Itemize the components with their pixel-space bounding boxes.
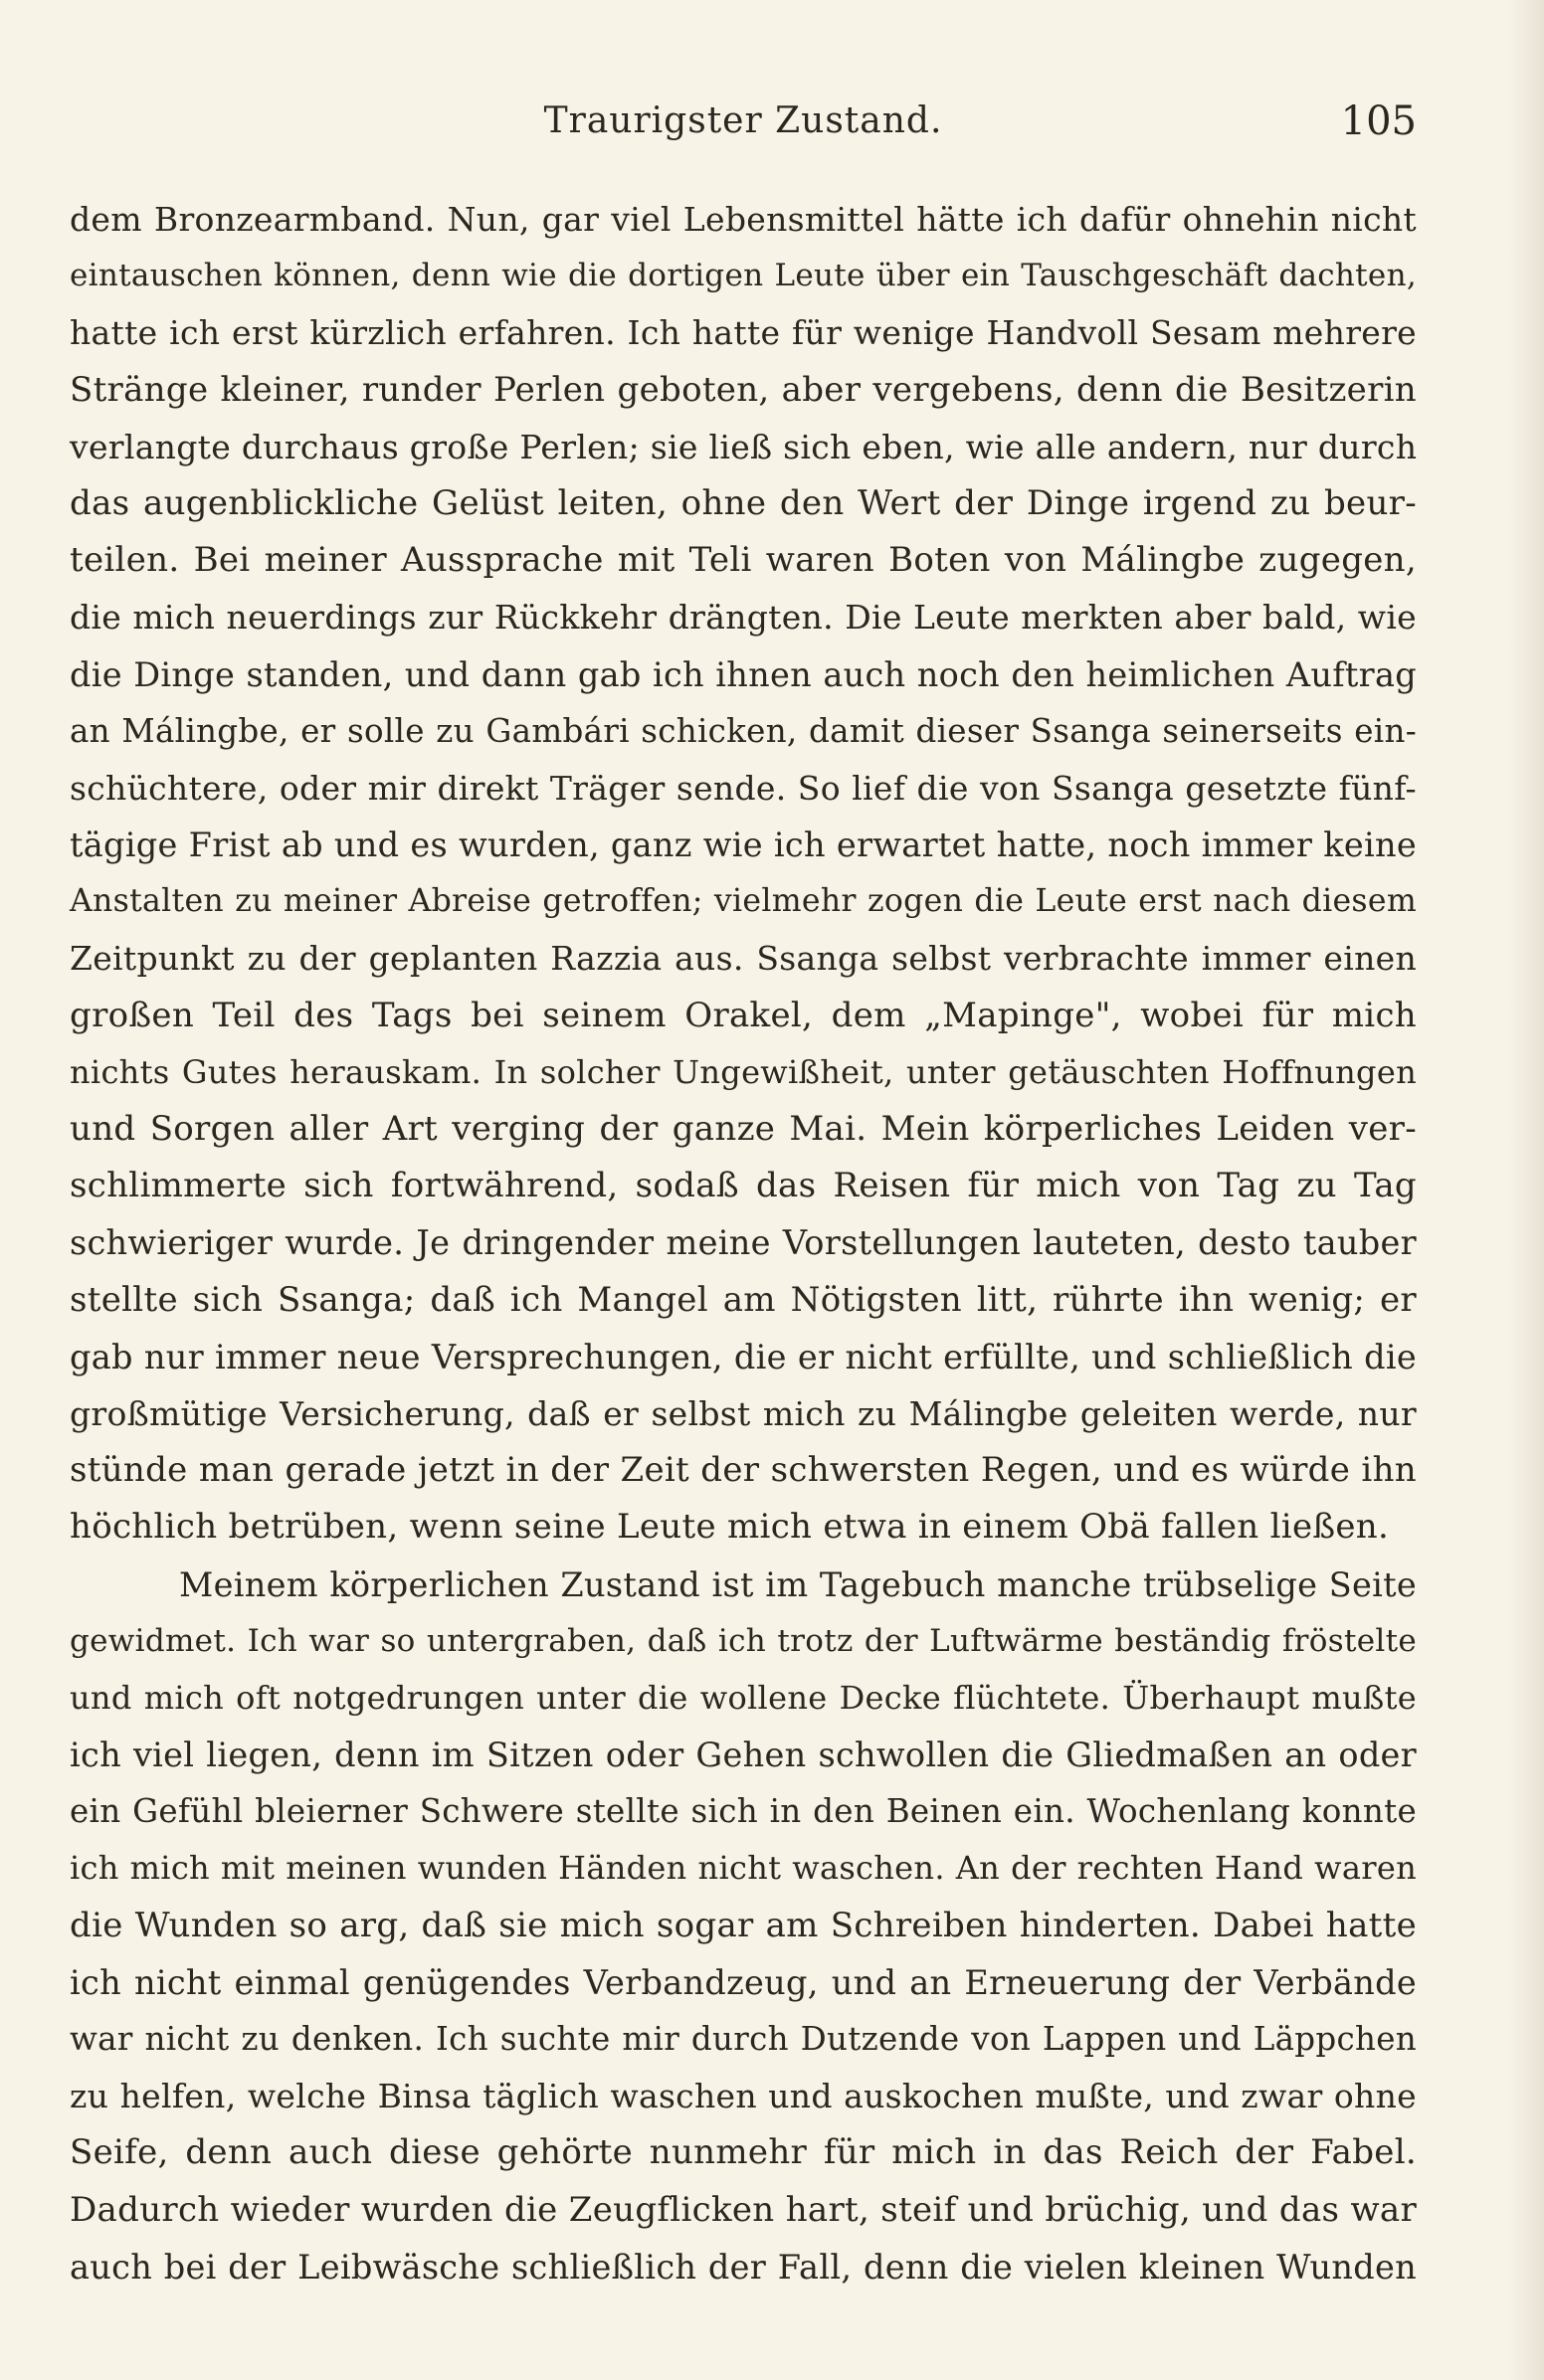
page-number: 105 [1340, 98, 1417, 144]
page-edge-shadow [1508, 0, 1544, 2380]
text-line: hatte ich erst kürzlich erfahren. Ich hatte für wenige Handvoll Sesam mehrere [70, 313, 1417, 353]
text-line: und mich oft notgedrungen unter die wollene Decke flüchtete. Überhaupt mußte [70, 1678, 1417, 1717]
text-line: schlimmerte sich fortwährend, sodaß das Reisen für mich von Tag zu Tag [70, 1166, 1417, 1206]
text-line: das augenblickliche Gelüst leiten, ohne den Wert der Dinge irgend zu beur- [70, 482, 1417, 523]
text-line: die Dinge standen, und dann gab ich ihnen auch noch den heimlichen Auftrag [70, 654, 1417, 694]
text-line: höchlich betrüben, wenn seine Leute mich etwa in einem Obä fallen ließen. [70, 1507, 1390, 1548]
text-line: schwieriger wurde. Je dringender meine Vorstellungen lauteten, desto tauber [70, 1223, 1417, 1263]
text-line: eintauschen können, denn wie die dortigen Leute über ein Tauschgeschäft dachten, [70, 258, 1417, 294]
text-line: und Sorgen aller Art verging der ganze Mai. Mein körperliches Leiden ver- [70, 1109, 1417, 1149]
text-line: großen Teil des Tags bei seinem Orakel, dem „Mapinge", wobei für mich [70, 995, 1417, 1035]
text-line: Stränge kleiner, runder Perlen geboten, aber vergebens, denn die Besitzerin [70, 369, 1417, 410]
page-header [70, 94, 1417, 154]
text-line: gab nur immer neue Versprechungen, die er nicht erfüllte, und schließlich die [70, 1337, 1417, 1376]
text-line: ich nicht einmal genügendes Verbandzeug, und an Erneuerung der Verbände [70, 1962, 1417, 2002]
text-line: zu helfen, welche Binsa täglich waschen und auskochen mußte, und zwar ohne [70, 2077, 1417, 2116]
text-line: verlangte durchaus große Perlen; sie ließ sich eben, wie alle andern, nur durch [70, 427, 1418, 466]
text-line: stünde man gerade jetzt in der Zeit der schwersten Regen, und es würde ihn [70, 1450, 1417, 1491]
text-line: dem Bronzearmband. Nun, gar viel Lebensmittel hätte ich dafür ohnehin nicht [70, 200, 1417, 239]
text-line: ein Gefühl bleierner Schwere stellte sich in den Beinen ein. Wochenlang konnte [70, 1792, 1417, 1831]
text-line: nichts Gutes herauskam. In solcher Ungewißheit, unter getäuschten Hoffnungen [70, 1052, 1417, 1091]
text-line: tägige Frist ab und es wurden, ganz wie ich erwartet hatte, noch immer keine [70, 825, 1417, 865]
text-line: die mich neuerdings zur Rückkehr drängten. Die Leute merkten aber bald, wie [70, 598, 1417, 638]
text-line: stellte sich Ssanga; daß ich Mangel am Nötigsten litt, rührte ihn wenig; er [70, 1279, 1417, 1320]
text-line: schüchtere, oder mir direkt Träger sende. So lief die von Ssanga gesetzte fünf- [70, 768, 1417, 808]
text-line: gewidmet. Ich war so untergraben, daß ich trotz der Luftwärme beständig fröstelte [70, 1622, 1417, 1659]
text-line: war nicht zu denken. Ich suchte mir durch Dutzende von Lappen und Läppchen [70, 2020, 1417, 2058]
text-line: ich viel liegen, denn im Sitzen oder Gehen schwollen die Gliedmaßen an oder [70, 1736, 1417, 1775]
running-title: Traurigster Zustand. [543, 100, 943, 141]
text-line: großmütige Versicherung, daß er selbst mich zu Málingbe geleiten werde, nur [70, 1393, 1417, 1433]
text-line: auch bei der Leibwäsche schließlich der Fall, denn die vielen kleinen Wunden [70, 2247, 1417, 2287]
body-text [70, 191, 1417, 2295]
text-line: die Wunden so arg, daß sie mich sogar am Schreiben hinderten. Dabei hatte [70, 1905, 1417, 1945]
text-line: Anstalten zu meiner Abreise getroffen; vielmehr zogen die Leute erst nach diesem [70, 883, 1417, 920]
text-line: an Málingbe, er solle zu Gambári schicken, damit dieser Ssanga seinerseits ein- [70, 711, 1417, 750]
text-line: Dadurch wieder wurden die Zeugflicken hart, steif und brüchig, und das war [70, 2189, 1417, 2230]
text-line: teilen. Bei meiner Aussprache mit Teli waren Boten von Málingbe zugegen, [70, 540, 1417, 581]
text-line: ich mich mit meinen wunden Händen nicht waschen. An der rechten Hand waren [70, 1849, 1417, 1888]
text-line: Zeitpunkt zu der geplanten Razzia aus. Ssanga selbst verbrachte immer einen [70, 939, 1417, 979]
text-line: Seife, denn auch diese gehörte nunmehr für mich in das Reich der Fabel. [70, 2132, 1417, 2173]
text-line: Meinem körperlichen Zustand ist im Tagebuch manche trübselige Seite [179, 1564, 1417, 1604]
